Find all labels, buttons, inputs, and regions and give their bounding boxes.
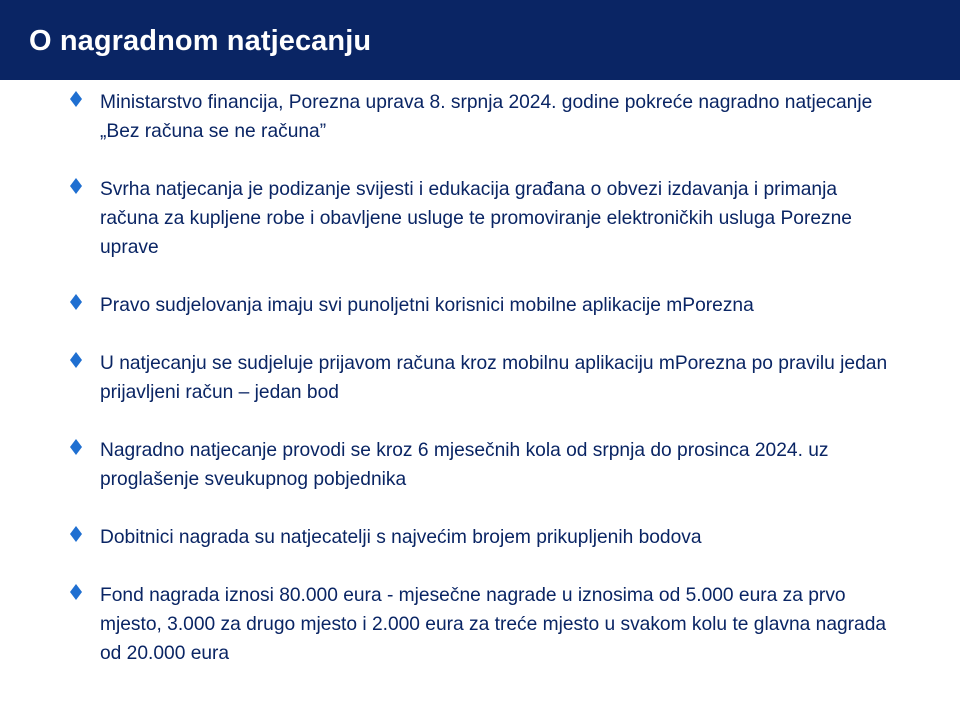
bullet-text: Nagradno natjecanje provodi se kroz 6 mjesečnih kola od srpnja do prosinca 2024. uz proglašenje sveukupnog pobjednika	[100, 440, 829, 490]
diamond-bullet-icon	[70, 294, 82, 310]
diamond-bullet-icon	[70, 178, 82, 194]
diamond-bullet-icon	[70, 526, 82, 542]
title-bar	[0, 0, 960, 80]
diamond-bullet-icon	[70, 439, 82, 455]
slide-title: O nagradnom natjecanju	[29, 25, 372, 57]
diamond-bullet-icon	[70, 584, 82, 600]
diamond-bullet-icon	[70, 91, 82, 107]
bullet-text: Ministarstvo financija, Porezna uprava 8. srpnja 2024. godine pokreće nagradno natjecanje „Bez računa se ne računa”	[100, 92, 873, 142]
bullet-text: Fond nagrada iznosi 80.000 eura - mjesečne nagrade u iznosima od 5.000 eura za prvo mjesto, 3.000 za drugo mjesto i 2.000 eura za treće mjesto u svakom kolu te glavna nagrada od 20.000 eura	[100, 585, 887, 664]
bullet-text: Dobitnici nagrada su natjecatelji s najvećim brojem prikupljenih bodova	[100, 527, 702, 548]
diamond-bullet-icon	[70, 352, 82, 368]
bullet-text: Pravo sudjelovanja imaju svi punoljetni korisnici mobilne aplikacije mPorezna	[100, 295, 754, 316]
bullet-text: U natjecanju se sudjeluje prijavom računa kroz mobilnu aplikaciju mPorezna po pravilu jedan prijavljeni račun – jedan bod	[100, 353, 888, 403]
bullet-text: Svrha natjecanja je podizanje svijesti i edukacija građana o obvezi izdavanja i primanja računa za kupljene robe i obavljene usluge te promoviranje elektroničkih usluga Porezne uprave	[100, 179, 852, 258]
